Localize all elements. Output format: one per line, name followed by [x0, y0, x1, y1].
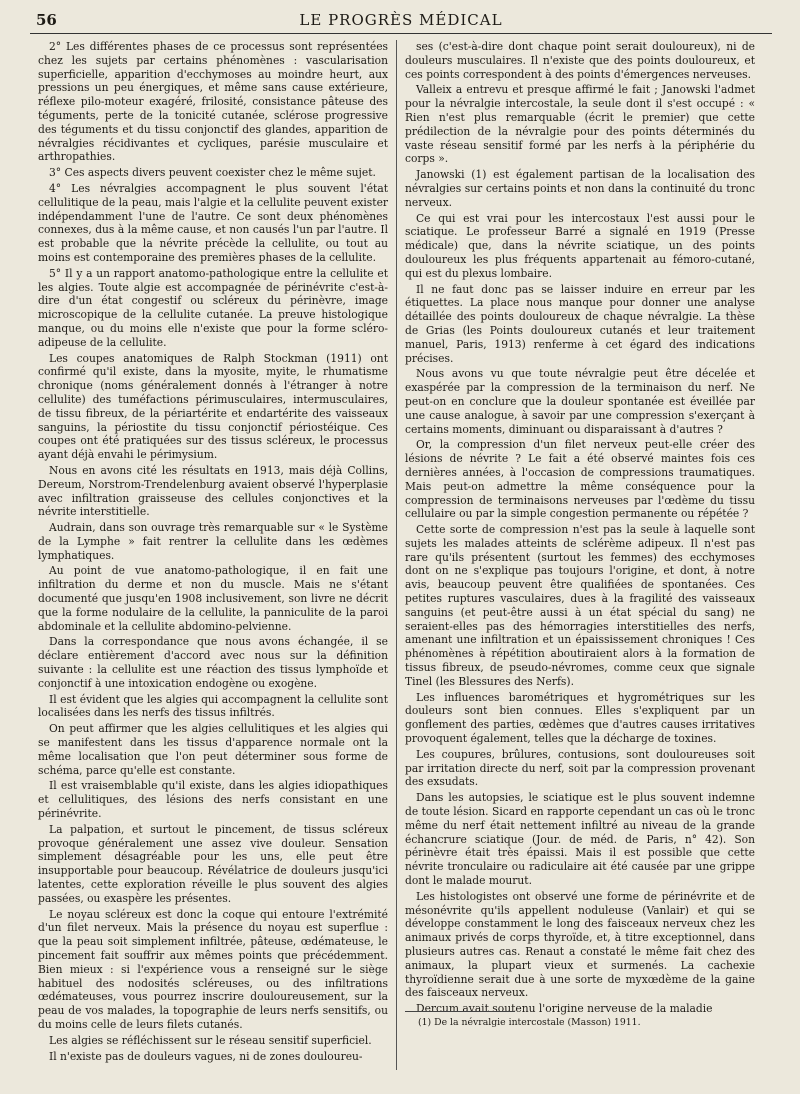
- footnote: (1) De la névralgie intercostale (Masson) 1911.: [418, 1017, 641, 1028]
- paragraph: Il ne faut donc pas se laisser induire en erreur par les étiquettes. La place nous manque pour donner une analyse détaillée des points douloureux de chaque névralgie. La thèse de Grias (les Points douloureux cutanés et leur traitement manuel, Paris, 1913) renferme à cet égard des indications précises.: [405, 282, 755, 365]
- paragraph: Nous en avons cité les résultats en 1913, mais déjà Collins, Dereum, Norstrom-Trendelenburg avaient observé l'hyperplasie avec infiltration graisseuse des cellules conjonctives et la névrite interstitielle.: [38, 463, 388, 519]
- journal-title: LE PROGRÈS MÉDICAL: [299, 11, 503, 29]
- page-number: 56: [36, 11, 57, 29]
- header-rule: [30, 33, 772, 34]
- paragraph: 4° Les névralgies accompagnent le plus souvent l'état cellulitique de la peau, mais l'algie et la cellulite peuvent exister indépendamment l'une de l'autre. Ce sont deux phénomènes connexes, dus à la même cause, et non causés l'un par l'autre. Il est probable que la névrite précède la cellulite, ou tout au moins est contemporaine des premières phases de la cellulite.: [38, 181, 388, 264]
- paragraph: 5° Il y a un rapport anatomo-pathologique entre la cellulite et les algies. Toute algie est accompagnée de périnévrite c'est-à-dire d'un état congestif ou scléreux du périnèvre, image microscopique de la cellulite cutanée. La preuve histologique manque, ou du moins elle n'existe que pour la forme scléro-adipeuse de la cellulite.: [38, 266, 388, 349]
- paragraph: Au point de vue anatomo-pathologique, il en fait une infiltration du derme et non du muscle. Mais ne s'étant documenté que jusqu'en 1908 inclusivement, son livre ne décrit que la forme nodulaire de la cellulite, la panniculite de la paroi abdominale et la cellulite abdomino-pelvienne.: [38, 564, 388, 633]
- paragraph: Dercum avait soutenu l'origine nerveuse de la maladie: [416, 1002, 713, 1016]
- paragraph: Nous avons vu que toute névralgie peut être décelée et exaspérée par la compression de la terminaison du nerf. Ne peut-on en conclure que la douleur spontanée est éveillée par une cause analogue, à savoir par une compression s'exerçant à certains moments, diminuant ou disparaissant à d'autres ?: [405, 367, 755, 436]
- paragraph: ses (c'est-à-dire dont chaque point serait douloureux), ni de douleurs musculaires. Il n'existe que des points douloureux, et ces points correspondent à des points d'émergences nerveuses.: [405, 40, 755, 81]
- left-column: [38, 40, 388, 1065]
- paragraph: Dans la correspondance que nous avons échangée, il se déclare entièrement d'accord avec nous sur la définition suivante : la cellulite est une réaction des tissus lymphoïde et conjonctif à une intoxication endogène ou exogène.: [38, 635, 388, 690]
- paragraph: Or, la compression d'un filet nerveux peut-elle créer des lésions de névrite ? Le fait a été observé maintes fois ces dernières années, à l'occasion de compressions traumatiques. Mais peut-on admettre la même conséquence pour la compression de terminaisons nerveuses par l'œdème du tissu cellulaire ou par la simple congestion permanente ou répétée ?: [405, 438, 755, 521]
- paragraph: Audrain, dans son ouvrage très remarquable sur « le Système de la Lymphe » fait rentrer la cellulite dans les œdèmes lymphatiques.: [38, 521, 388, 562]
- paragraph: Les influences barométriques et hygrométriques sur les douleurs sont bien connues. Elles s'expliquent par un gonflement des parties, œdèmes que d'autres causes irritatives provoquent également, telles que la décharge de toxines.: [405, 690, 755, 746]
- column-divider: [396, 40, 397, 1070]
- paragraph: Valleix a entrevu et presque affirmé le fait ; Janowski l'admet pour la névralgie intercostale, la seule dont il s'est occupé : « Rien n'est plus remarquable (écrit le premier) que cette prédilection de la névralgie pour des points déterminés du vaste réseau sensitif formé par les nerfs à la périphérie du corps ».: [405, 83, 755, 166]
- paragraph: Il est vraisemblable qu'il existe, dans les algies idiopathiques et cellulitiques, des lésions des nerfs consistant en une périnévrite.: [38, 779, 388, 821]
- paragraph: On peut affirmer que les algies cellulitiques et les algies qui se manifestent dans les tissus d'apparence normale ont la même localisation que l'on peut déterminer sous forme de schéma, parce qu'elle est constante.: [38, 722, 388, 777]
- paragraph: La palpation, et surtout le pincement, de tissus scléreux provoque généralement une assez vive douleur. Sensation simplement désagréable pour les uns, elle peut être insupportable pour beaucoup. Révélatrice de douleurs jusqu'ici latentes, cette exploration réveille le plus souvent des algies passées, ou exaspère les présentes.: [38, 822, 388, 905]
- paragraph: Il est évident que les algies qui accompagnent la cellulite sont localisées dans les nerfs des tissus infiltrés.: [38, 692, 388, 720]
- paragraph: Dans les autopsies, le sciatique est le plus souvent indemne de toute lésion. Sicard en rapporte cependant un cas où le tronc même du nerf était nettement infiltré au niveau de la grande échancrure sciatique (Jour. de méd. de Paris, n° 42). Son périnèvre était très épaissi. Mais il est possible que cette névrite tronculaire ou radiculaire ait été causée par une grippe dont le malade mourut.: [405, 791, 755, 888]
- paragraph: Les coupures, brûlures, contusions, sont douloureuses soit par irritation directe du nerf, soit par la compression provenant des exsudats.: [405, 747, 755, 789]
- paragraph: 3° Ces aspects divers peuvent coexister chez le même sujet.: [49, 166, 376, 180]
- paragraph: Ce qui est vrai pour les intercostaux l'est aussi pour le sciatique. Le professeur Barré a signalé en 1919 (Presse médicale) que, dans la névrite sciatique, un des points douloureux les plus fréquents appartenait au fémoro-cutané, qui est du plexus lombaire.: [405, 211, 755, 280]
- footnote-rule: [405, 1011, 515, 1012]
- paragraph: Le noyau scléreux est donc la coque qui entoure l'extrémité d'un filet nerveux. Mais la présence du noyau est superflue : que la peau soit simplement infiltrée, pâteuse, œdémateuse, le pincement fait souffrir aux mêmes points que précédemment. Bien mieux : si l'expérience vous a renseigné sur le siège habituel des nodosités scléreuses, ou des infiltrations œdémateuses, vous pourrez inscrire douloureusement, sur la peau de vos malades, la topographie de leurs nerfs sensitifs, ou du moins celle de leurs filets cutanés.: [38, 907, 388, 1031]
- paragraph: Les coupes anatomiques de Ralph Stockman (1911) ont confirmé qu'il existe, dans la myosite, myite, le rhumatisme chronique (noms généralement donnés à l'étranger à notre cellulite) des tuméfactions périmusculaires, intermusculaires, de tissu fibreux, de la périartérite et endartérite des vaisseaux sanguins, la périostite du tissu conjonctif périostéique. Ces coupes ont été pratiquées sur des tissus scléreux, le processus ayant déjà envahi le périmysium.: [38, 351, 388, 462]
- paragraph: Cette sorte de compression n'est pas la seule à laquelle sont sujets les malades atteints de sclérème adipeux. Il n'est pas rare qu'ils présentent (surtout les femmes) des ecchymoses dont on ne s'explique pas toujours l'origine, et dont, à notre avis, beaucoup peuvent être qualifiées de spontanées. Ces petites ruptures vasculaires, dues à la fragilité des vaisseaux sanguins (et peut-être aussi à un état spécial du sang) ne seraient-elles pas des hémorragies interstitielles des nerfs, amenant une infiltration et un épaississement chroniques ! Ces phénomènes à répétition aboutiraient alors à la formation de tissus fibreux, de pseudo-névromes, comme ceux que signale Tinel (les Blessures des Nerfs).: [405, 523, 755, 688]
- paragraph: Les histologistes ont observé une forme de périnévrite et de mésonévrite qu'ils appellent noduleuse (Vanlair) et qui se développe constamment le long des faisceaux nerveux chez les animaux privés de corps thyroïde, et, à titre exceptionnel, dans plusieurs autres cas. Renaut a constaté le même fait chez des animaux, la plupart vieux et surmenés. La cachexie thyroïdienne serait due à une sorte de myxœdème de la gaine des faisceaux nerveux.: [405, 889, 755, 1000]
- paragraph: Janowski (1) est également partisan de la localisation des névralgies sur certains points et non dans la continuité du tronc nerveux.: [405, 168, 755, 209]
- right-column: [405, 40, 755, 1018]
- paragraph: 2° Les différentes phases de ce processus sont représentées chez les sujets par certains phénomènes : vascularisation superficielle, apparition d'ecchymoses au moindre heurt, aux pressions un peu énergiques, et même sans cause extérieure, réflexe pilo-moteur exagéré, frilosité, consistance pâteuse des téguments, perte de la tonicité cutanée, sclérose progressive des téguments et du tissu conjonctif des glandes, apparition de névralgies récidivantes et cycliques, parésie musculaire et arthropathies.: [38, 40, 388, 164]
- paragraph: Il n'existe pas de douleurs vagues, ni de zones douloureu-: [49, 1049, 363, 1063]
- paragraph: Les algies se réfléchissent sur le réseau sensitif superficiel.: [49, 1033, 372, 1047]
- running-header: [30, 10, 772, 32]
